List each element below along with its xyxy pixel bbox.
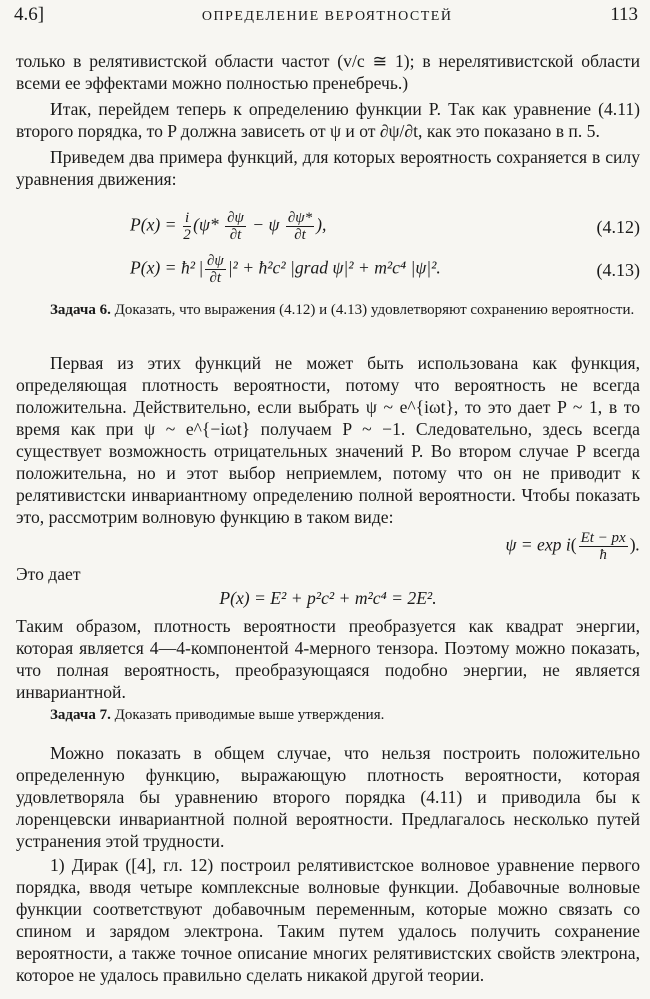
problem-7-label: Задача 7.	[50, 707, 111, 723]
wave-exponent: $\frac{Et - px}{ħ}$	[580, 530, 626, 563]
problem-6-text: Доказать, что выражения (4.12) и (4.13) удовлетворяют сохранению вероятности.	[110, 302, 635, 318]
page-number: 113	[610, 4, 638, 25]
problem-7-text: Доказать приводимые выше утверждения.	[110, 707, 385, 723]
paragraph-6: Можно показать в общем случае, что нельзя построить положительно определенную функцию, выражающую плотность вероятности, которая удовлетворяла бы уравнению второго порядка (4.11) и приводила бы к лоренцевски инвариантной полной вероятности. Предлагалось несколько путей устранения этой трудности.	[16, 743, 640, 851]
eq413-number: (4.13)	[596, 259, 640, 280]
problem-7	[16, 705, 640, 726]
eq412-number: (4.12)	[596, 216, 640, 237]
eq413-lhs: P(x) = ħ²	[130, 257, 196, 278]
problem-6-label: Задача 6.	[50, 302, 111, 318]
paragraph-1: только в релятивистской области частот (v/c ≅ 1); в нерелятивистской области всеми ее эффектами можно полностью пренебречь.)	[16, 51, 640, 93]
eq413-rest: |² + ħ²c² |grad ψ|² + m²c⁴ |ψ|².	[227, 257, 441, 278]
eq412-lhs: P(x) =	[130, 214, 177, 235]
text-block-3	[16, 742, 640, 986]
paragraph-4: Первая из этих функций не может быть использована как функция, определяющая плотность вероятности, потому что вероятность не всегда положительна. Действительно, если выбрать ψ ~ e^{iωt}, то это дает P ~ 1, в то время как при ψ ~ e^{−iωt} получаем P ~ −1. Следовательно, здесь всегда существует возможность отрицательных значений P. Во втором случае P всегда положительна, но и этот выбор неприемлем, потому что он не приводит к релятивистски инвариантному определению полной вероятности. Чтобы показать это, рассмотрим волновую функцию в таком виде:	[16, 353, 640, 527]
eq412-derivative-1: $\frac{\partial\psi}{\partial t}$	[227, 210, 244, 243]
problem-6	[16, 300, 640, 321]
paragraph-4-tail: Это дает	[16, 564, 81, 584]
paragraph-5: Таким образом, плотность вероятности преобразуется как квадрат энергии, которая является 4—4-компонентой 4-мерного тензора. Поэтому можно показать, что полная вероятность, преобразующаяся подобно энергии, не является инвариантной.	[16, 616, 640, 702]
equation-4-12: P(x) = $\frac{i}{2}$ (ψ* $\frac{\partial\psi}{\partial t}$ − ψ $\frac{\partial\psi*}{\partial t}$ ), (4.12)	[130, 210, 640, 243]
wave-function: ψ = exp i( $\frac{Et - px}{ħ}$ ).	[505, 530, 640, 563]
text-block-1	[16, 50, 640, 190]
page-header	[14, 4, 638, 34]
section-number: 4.6]	[14, 4, 45, 25]
paragraph-3: Приведем два примера функций, для которых вероятность сохраняется в силу уравнения движения:	[16, 147, 640, 189]
equation-4-13: P(x) = ħ² | $\frac{\partial\psi}{\partial t}$ |² + ħ²c² |grad ψ|² + m²c⁴ |ψ|². (4.13)	[130, 253, 640, 286]
eq412-derivative-2: $\frac{\partial\psi*}{\partial t}$	[287, 210, 313, 243]
paragraph-2: Итак, перейдем теперь к определению функции P. Так как уравнение (4.11) второго порядка, то P должна зависеть от ψ и от ∂ψ/∂t, как это показано в п. 5.	[16, 99, 640, 141]
paragraph-7: 1) Дирак ([4], гл. 12) построил релятивистское волновое уравнение первого порядка, вводя четыре комплексные волновые функции. Добавочные волновые функции соответствуют добавочным переменным, которые можно связать со спином и зарядом электрона. Таким путем удалось получить сохранение вероятности, а также точное описание многих релятивистских свойств электрона, которое не удалось правильно сделать никакой другой теории.	[16, 855, 640, 985]
text-block-2	[16, 352, 640, 703]
running-title: ОПРЕДЕЛЕНИЕ ВЕРОЯТНОСТЕЙ	[201, 9, 453, 24]
eq413-derivative: $\frac{\partial\psi}{\partial t}$	[206, 253, 224, 286]
eq412-coef: $\frac{i}{2}$	[183, 210, 191, 243]
energy-equation: P(x) = E² + p²c² + m²c⁴ = 2E².	[219, 588, 437, 608]
